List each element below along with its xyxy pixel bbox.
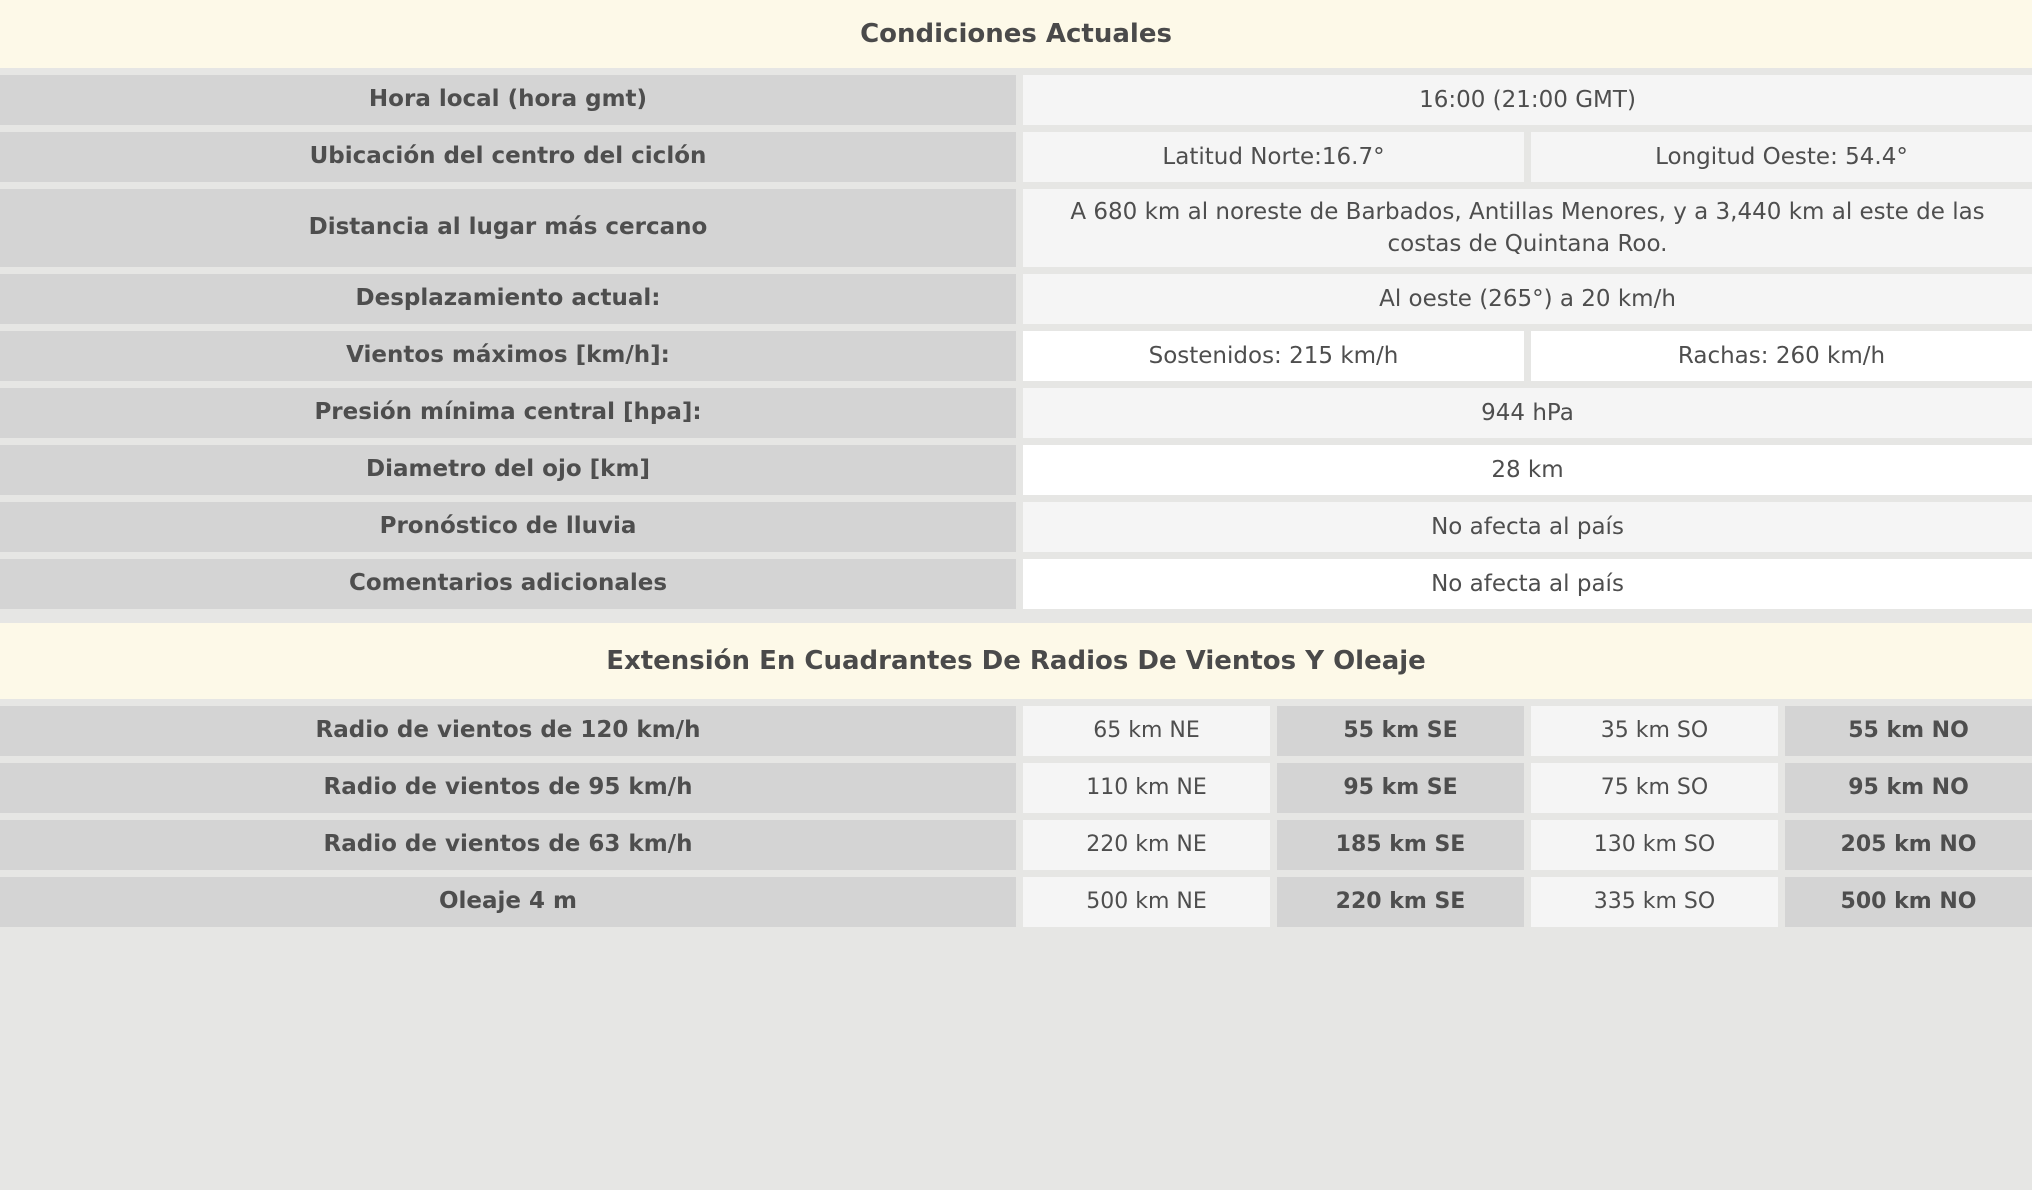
value-quadrant-se: 220 km SE xyxy=(1277,877,1524,927)
row-values xyxy=(1016,388,2032,438)
value-quadrant-se: 55 km SE xyxy=(1277,706,1524,756)
section-header-current-conditions: Condiciones Actuales xyxy=(0,0,2032,75)
value-pronostico-lluvia: No afecta al país xyxy=(1023,502,2032,552)
table-row xyxy=(0,75,2032,132)
value-quadrant-no: 55 km NO xyxy=(1785,706,2032,756)
row-label-ubicacion-centro: Ubicación del centro del ciclón xyxy=(0,132,1016,182)
value-presion-minima: 944 hPa xyxy=(1023,388,2032,438)
table-row xyxy=(0,820,2032,877)
table-row xyxy=(0,445,2032,502)
value-quadrant-so: 75 km SO xyxy=(1531,763,1778,813)
row-label-presion-minima: Presión mínima central [hpa]: xyxy=(0,388,1016,438)
value-comentarios-adicionales: No afecta al país xyxy=(1023,559,2032,609)
row-values xyxy=(1016,502,2032,552)
row-label-radio-vientos-95: Radio de vientos de 95 km/h xyxy=(0,763,1016,813)
row-label-radio-vientos-63: Radio de vientos de 63 km/h xyxy=(0,820,1016,870)
row-values xyxy=(1016,132,2032,182)
section-header-wind-radii-quadrants: Extensión En Cuadrantes De Radios De Vientos Y Oleaje xyxy=(0,616,2032,706)
value-quadrant-no: 95 km NO xyxy=(1785,763,2032,813)
row-values xyxy=(1016,820,2032,870)
row-values xyxy=(1016,706,2032,756)
value-latitud: Latitud Norte:16.7° xyxy=(1023,132,1524,182)
value-quadrant-se: 185 km SE xyxy=(1277,820,1524,870)
value-quadrant-ne: 65 km NE xyxy=(1023,706,1270,756)
row-label-hora-local: Hora local (hora gmt) xyxy=(0,75,1016,125)
table-row xyxy=(0,132,2032,189)
table-row xyxy=(0,706,2032,763)
row-values xyxy=(1016,331,2032,381)
value-quadrant-no: 205 km NO xyxy=(1785,820,2032,870)
table-row xyxy=(0,877,2032,934)
row-label-radio-vientos-120: Radio de vientos de 120 km/h xyxy=(0,706,1016,756)
row-values xyxy=(1016,763,2032,813)
value-quadrant-so: 35 km SO xyxy=(1531,706,1778,756)
row-values xyxy=(1016,75,2032,125)
row-label-comentarios-adicionales: Comentarios adicionales xyxy=(0,559,1016,609)
value-quadrant-so: 130 km SO xyxy=(1531,820,1778,870)
row-label-desplazamiento-actual: Desplazamiento actual: xyxy=(0,274,1016,324)
row-values xyxy=(1016,877,2032,927)
row-values xyxy=(1016,559,2032,609)
value-quadrant-no: 500 km NO xyxy=(1785,877,2032,927)
table-row xyxy=(0,189,2032,274)
row-label-oleaje-4m: Oleaje 4 m xyxy=(0,877,1016,927)
value-vientos-sostenidos: Sostenidos: 215 km/h xyxy=(1023,331,1524,381)
value-hora-local: 16:00 (21:00 GMT) xyxy=(1023,75,2032,125)
value-diametro-ojo: 28 km xyxy=(1023,445,2032,495)
row-label-pronostico-lluvia: Pronóstico de lluvia xyxy=(0,502,1016,552)
row-values xyxy=(1016,445,2032,495)
row-label-vientos-maximos: Vientos máximos [km/h]: xyxy=(0,331,1016,381)
row-label-distancia-lugar-cercano: Distancia al lugar más cercano xyxy=(0,189,1016,267)
table-row xyxy=(0,274,2032,331)
table-row xyxy=(0,502,2032,559)
value-quadrant-ne: 500 km NE xyxy=(1023,877,1270,927)
row-label-diametro-ojo: Diametro del ojo [km] xyxy=(0,445,1016,495)
value-distancia: A 680 km al noreste de Barbados, Antillas Menores, y a 3,440 km al este de las costas de Quintana Roo. xyxy=(1023,189,2032,267)
row-values xyxy=(1016,274,2032,324)
value-quadrant-ne: 220 km NE xyxy=(1023,820,1270,870)
table-row xyxy=(0,763,2032,820)
value-quadrant-se: 95 km SE xyxy=(1277,763,1524,813)
table-row xyxy=(0,559,2032,616)
value-quadrant-ne: 110 km NE xyxy=(1023,763,1270,813)
value-longitud: Longitud Oeste: 54.4° xyxy=(1531,132,2032,182)
value-vientos-rachas: Rachas: 260 km/h xyxy=(1531,331,2032,381)
value-quadrant-so: 335 km SO xyxy=(1531,877,1778,927)
table-row xyxy=(0,388,2032,445)
value-desplazamiento: Al oeste (265°) a 20 km/h xyxy=(1023,274,2032,324)
table-row xyxy=(0,331,2032,388)
row-values xyxy=(1016,189,2032,267)
